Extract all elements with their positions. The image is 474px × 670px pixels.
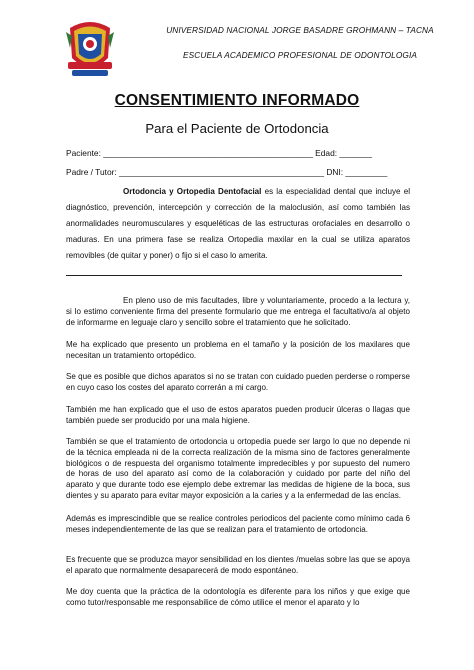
consent-paragraph: También se que el tratamiento de ortodoncia u ortopedia puede ser largo lo que no depende ni de la técnica empleada ni de la correcta realización de la misma sino de factores generalmente biológicos o de respuesta del organismo totalmente impredecibles y por supuesto del numero de horas de uso del aparato así como de la colaboración y cuidado por parte del niño del aparato y que durante todo ese ejemplo debe extremar las medidas de higiene de la boca, sus dientes y su aparato para evitar mayor exposición a la caries y a la enfermedad de las encías.	[66, 437, 410, 500]
university-name: UNIVERSIDAD NACIONAL JORGE BASADRE GROHMANN – TACNA	[166, 25, 434, 35]
intro-text: es la especialidad dental que incluye el diagnóstico, prevención, intercepción y corrección de la maloclusión, así como también las anormalidades neuromusculares y esqueléticas de las estructuras orofaciales en desarrollo o maduras. En una primera fase se realiza Ortopedia maxilar en la cual se utiliza aparatos removibles (de quitar y poner) o fijo si el caso lo amerita.	[66, 187, 410, 261]
intro-bold-term: Ortodoncia y Ortopedia Dentofacial	[123, 187, 262, 196]
document-subtitle: Para el Paciente de Ortodoncia	[145, 121, 329, 136]
consent-paragraph: Además es imprescindible que se realice controles periodicos del paciente como mínimo cada 6 meses independientemente de las que se realizan para el tratamiento de ortodoncia.	[66, 514, 410, 534]
intro-paragraph	[66, 184, 410, 264]
section-divider	[66, 275, 402, 276]
consent-paragraph: También me han explicado que el uso de estos aparatos pueden producir úlceras o llagas que también puede ser producido por una mala higiene.	[66, 405, 410, 425]
guardian-field-line[interactable]: Padre / Tutor: ____________________________________________ DNI: _________	[66, 167, 388, 177]
consent-paragraph: En pleno uso de mis facultades, libre y voluntariamente, procedo a la lectura y, si lo estimo conveniente firma del presente formulario que me entrega el facultativo/a al objeto de informarme en leguaje claro y sencillo sobre el tratamiento que he solicitado.	[66, 296, 410, 327]
document-title: CONSENTIMIENTO INFORMADO	[114, 92, 360, 109]
university-crest-icon	[62, 18, 118, 80]
school-name: ESCUELA ACADEMICO PROFESIONAL DE ODONTOLOGIA	[183, 50, 417, 60]
consent-paragraph: Me doy cuenta que la práctica de la odontología es diferente para los niños y que exige que como tutor/responsable me responsabilice de cómo utilice el menor el aparato y lo	[66, 587, 410, 607]
consent-paragraph: Me ha explicado que presento un problema en el tamaño y la posición de los maxilares que necesitan un tratamiento ortopédico.	[66, 340, 410, 360]
consent-paragraph: Es frecuente que se produzca mayor sensibilidad en los dientes /muelas sobre las que se apoya el aparato que normalmente desaparecerá de modo espontáneo.	[66, 555, 410, 575]
consent-paragraph: Se que es posible que dichos aparatos si no se tratan con cuidado pueden perderse o romperse en cuyo caso los costes del aparato correrán a mi cargo.	[66, 372, 410, 392]
patient-field-line[interactable]: Paciente: _____________________________________________ Edad: _______	[66, 148, 372, 158]
